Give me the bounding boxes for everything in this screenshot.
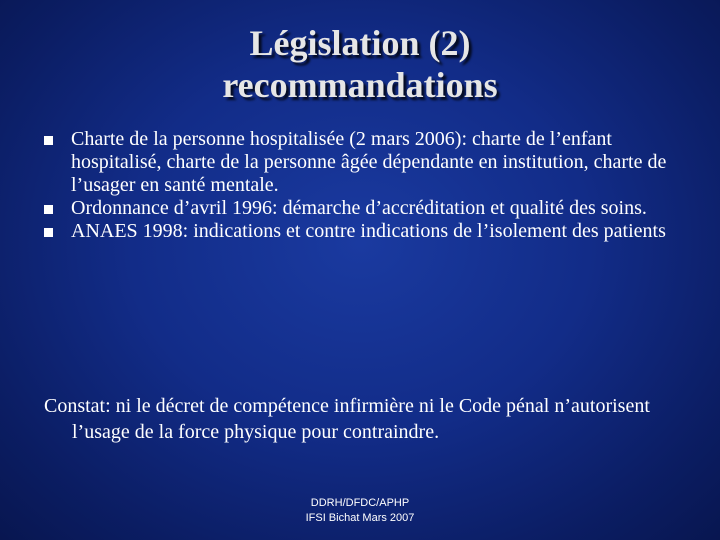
- bullet-text: ANAES 1998: indications et contre indications de l’isolement des patients: [71, 220, 666, 242]
- bullet-item-anaes: [44, 220, 684, 243]
- square-bullet-icon: [44, 228, 53, 237]
- slide-title-line-2: recommandations: [222, 65, 498, 105]
- bullet-item-ordonnance: [44, 197, 684, 220]
- bullet-text: Charte de la personne hospitalisée (2 mars 2006): charte de l’enfant hospitalisé, charte de la personne âgée dépendante en institution, charte de l’usager en santé mentale.: [71, 128, 667, 196]
- constat-paragraph: Constat: ni le décret de compétence infirmière ni le Code pénal n’autorisent l’usage de la force physique pour contraindre.: [44, 395, 650, 443]
- footer-line-2: IFSI Bichat Mars 2007: [305, 512, 415, 524]
- slide-title: [0, 22, 720, 106]
- bullet-text: Ordonnance d’avril 1996: démarche d’accréditation et qualité des soins.: [71, 197, 647, 219]
- footer-line-1: DDRH/DFDC/APHP: [310, 497, 410, 509]
- square-bullet-icon: [44, 205, 53, 214]
- bullet-list: [44, 128, 684, 243]
- slide-footer: [240, 496, 480, 526]
- square-bullet-icon: [44, 136, 53, 145]
- bullet-item-charte: [44, 128, 684, 197]
- slide-title-line-1: Législation (2): [249, 23, 471, 63]
